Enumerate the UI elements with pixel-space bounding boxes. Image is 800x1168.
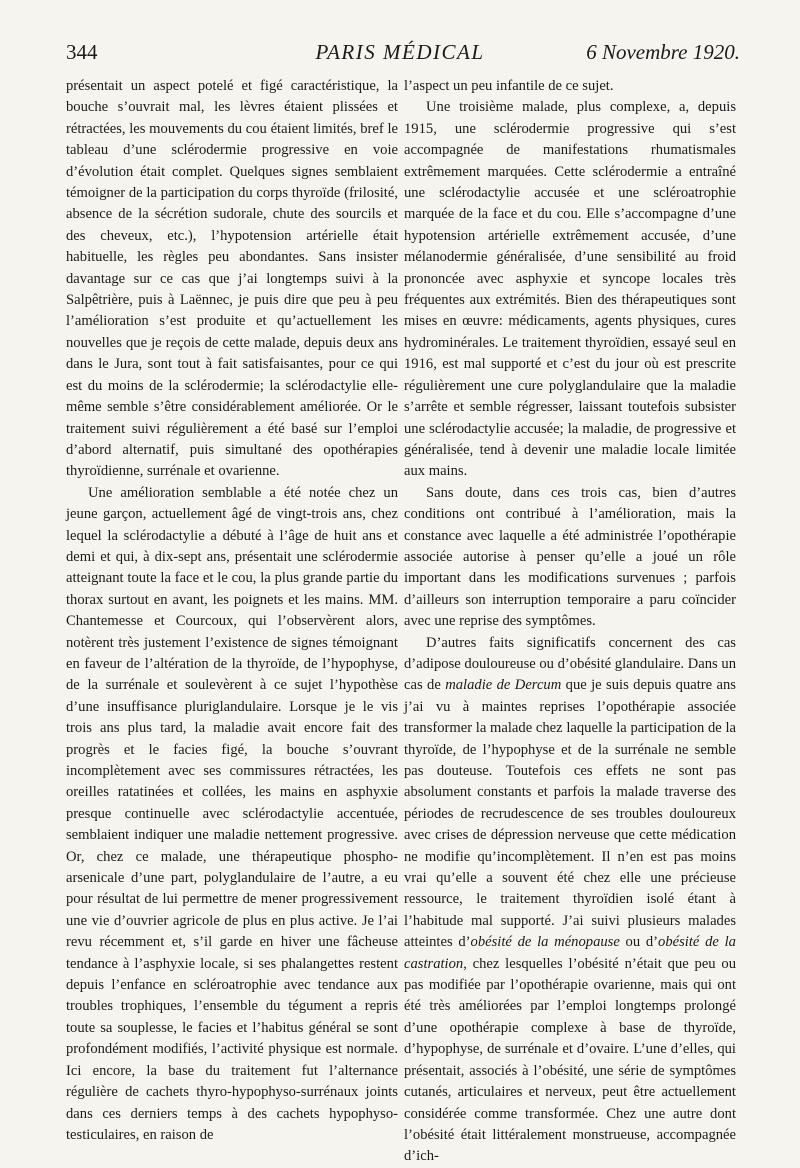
paragraph <box>66 483 398 1147</box>
page-number: 344 <box>66 40 98 64</box>
italic-text: obésité de la castration <box>404 934 736 972</box>
text-run: ou d’ <box>619 934 659 951</box>
issue-date: 6 Novembre 1920. <box>586 40 740 64</box>
paragraph <box>404 97 736 482</box>
text-run: présentait un aspect potelé et figé caractéristique, la bouche s’ouvrait mal, les lèvres étaient plissées et rétractées, les mouvements du cou étaient limités, bref le tableau d’une sclérodermie progressive en voie d’évolution était complet. Quelques signes semblaient témoigner de la participation du corps thyroïde (frilosité, absence de la sécrétion sudorale, chute des sourcils et des cheveux, etc.), l’hypotension artérielle était habituelle, les règles peu abondantes. Sans insister davantage sur ce cas que j’ai longtemps suivi à la Salpêtrière, puis à Laënnec, je puis dire que peu à peu l’amélioration s’est produite et qu’actuellement les nouvelles que je reçois de cette malade, depuis deux ans dans le Jura, sont tout à fait satisfaisantes, pour ce qui est du moins de la sclérodermie; la sclérodactylie elle-même semble s’être considérablement améliorée. Or le traitement suivi régulièrement a été basé sur l’emploi d’abord alternatif, puis simultané des opothérapies thyroïdienne, surrénale et ovarienne. <box>66 78 398 480</box>
right-column <box>404 76 736 1165</box>
text-run: Une troisième malade, plus complexe, a, depuis 1915, une sclérodermie progressive qui s’est accompagnée de manifestations rhumatismales extrêmement marquées. Cette sclérodermie a entraîné une sclérodactylie accusée et une scléroatrophie marquée de la face et du cou. Elle s’accompagne d’une hypotension artérielle extrêmement accusée, d’une mélanodermie généralisée, d’une sensibilité au froid prononcée avec asphyxie et syncope locales très fréquentes aux extrémités. Bien des thérapeutiques sont mises en œuvre: médicaments, agents physiques, cures hydrominérales. Le traitement thyroïdien, essayé seul en 1916, est mal supporté et c’est du jour où est prescrite régulièrement une cure polyglandulaire que la maladie s’arrête et semble régresser, laissant toutefois subsister une sclérodactylie accusée; la maladie, de progressive et généralisée, tend à devenir une maladie locale limitée aux mains. <box>404 99 736 480</box>
italic-text: maladie de Dercum <box>445 677 562 694</box>
paragraph <box>404 76 736 97</box>
left-column <box>66 76 398 1143</box>
text-run: Sans doute, dans ces trois cas, bien d’autres conditions ont contribué à l’amélioration, mais la constance avec laquelle a été administrée l’opothérapie associée autorise à penser qu’elle a joué un rôle important dans les modifications survenues ; parfois d’ailleurs son interruption temporaire a paru coïncider avec une reprise des symptômes. <box>404 484 736 630</box>
paragraph <box>404 483 736 633</box>
italic-text: obésité de la ménopause <box>470 934 620 951</box>
text-run: D’autres faits significatifs concernent des cas d’adipose douloureuse ou d’obésité glandulaire. Dans un cas de <box>404 634 736 694</box>
running-header <box>60 40 740 72</box>
journal-title: PARIS MÉDICAL <box>315 40 485 64</box>
text-run: l’aspect un peu infantile de ce sujet. <box>404 78 614 94</box>
paragraph <box>66 76 398 483</box>
text-run: que je suis depuis quatre ans j’ai vu à maintes reprises l’opothérapie associée transformer la malade chez laquelle la participation de la thyroïde, de l’hypophyse et de la surrénale ne semble pas douteuse. Toutefois ces effets ne sont pas absolument constants et parfois la malade traverse des périodes de recrudescence de ses troubles douloureux avec crises de dépression nerveuse que cette médication ne modifie qu’incomplètement. Il n’en est pas moins vrai qu’elle a souvent été chez elle une précieuse ressource, le traitement thyroïdien isolé étant à l’habitude mal supporté. J’ai suivi plusieurs malades atteintes d’ <box>404 677 736 951</box>
text-run: Une amélioration semblable a été notée chez un jeune garçon, actuellement âgé de vingt-trois ans, chez lequel la sclérodactylie a débuté à l’âge de huit ans et demi et qui, à dix-sept ans, présentait une sclérodermie atteignant toute la face et le cou, la plus grande partie du thorax surtout en avant, les poignets et les mains. MM. Chantemesse et Courcoux, qui l’observèrent alors, notèrent très justement l’existence de signes témoignant en faveur de l’altération de la thyroïde, de l’hypophyse, de la surrénale et soulevèrent à ce sujet l’hypothèse d’une insuffisance pluriglandulaire. Lorsque je le vis trois ans plus tard, la maladie avait encore fait des progrès et le facies figé, la bouche s’ouvrant incomplètement avec ses commissures rétractées, les oreilles ratatinées et collées, les mains en asphyxie presque continuelle avec sclérodactylie accentuée, semblaient indiquer une maladie nettement progressive. Or, chez ce malade, une thérapeutique phospho-arsenicale d’une part, polyglandulaire de l’autre, a eu pour résultat de lui permettre de mener progressivement une vie d’ouvrier agricole de plus en plus active. Je l’ai revu récemment et, s’il garde en hiver une fâcheuse tendance à l’asphyxie locale, si ses phalangettes restent depuis l’enfance en scléroatrophie avec tendance aux troubles trophiques, l’ensemble du tégument a repris toute sa souplesse, le facies et l’habitus général se sont profondément modifiés, l’activité physique est normale. Ici encore, la base du traitement fut l’alternance régulière de cachets thyro-hypophyso-surrénaux joints dans ces derniers temps à des cachets hypophyso-testiculaires, en raison de <box>66 484 398 1143</box>
paragraph <box>404 633 736 1168</box>
text-run: , chez lesquelles l’obésité n’était que peu ou pas modifiée par l’opothérapie ovarienne, mais qui ont été très améliorées par l’emploi longtemps prolongé d’une opothérapie complexe à base de thyroïde, d’hypophyse, de surrénale et d’ovaire. L’une d’elles, qui présentait, associés à l’obésité, une série de symptômes cutanés, articulaires et nerveux, peut être actuellement considérée comme transformée. Chez une autre dont l’obésité était littéralement monstrueuse, accompagnée d’ich- <box>404 955 736 1165</box>
